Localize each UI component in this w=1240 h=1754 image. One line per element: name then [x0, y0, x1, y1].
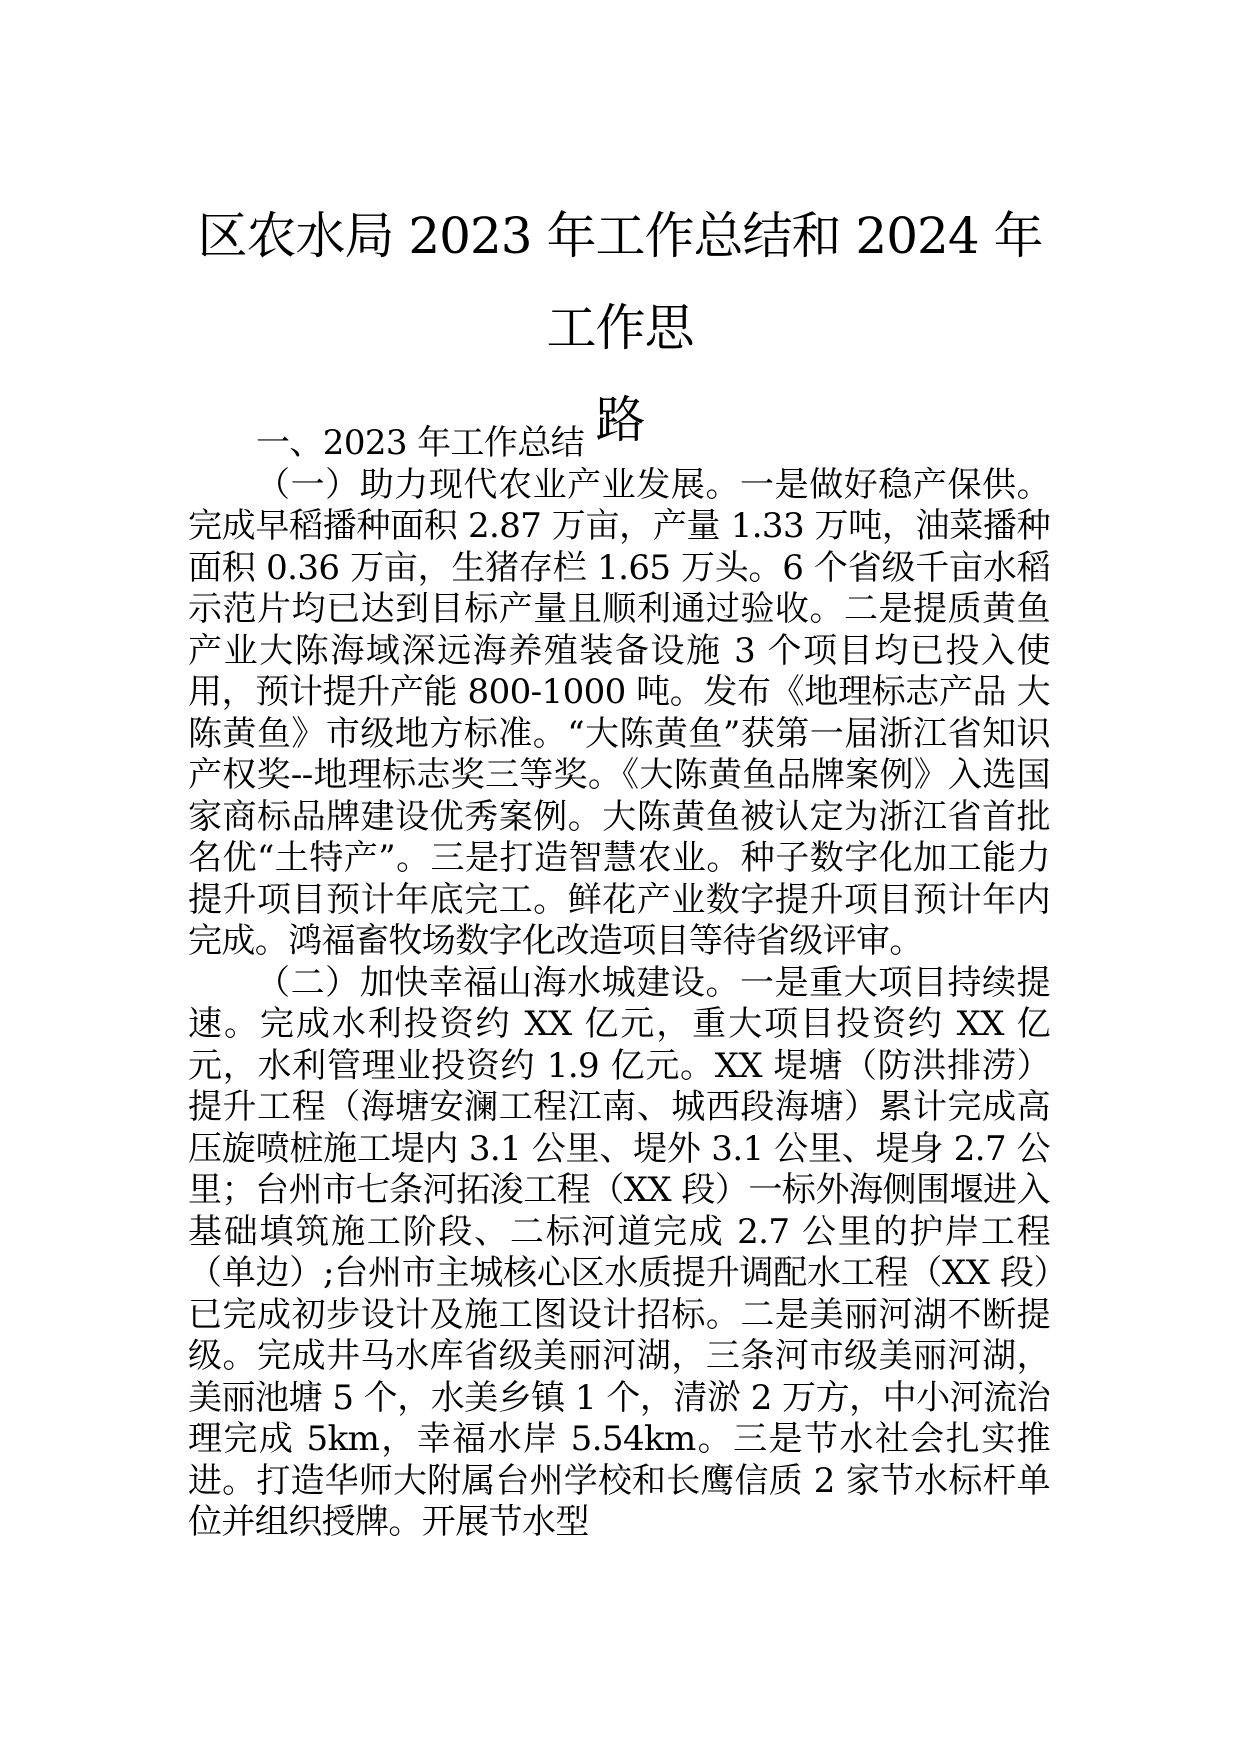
paragraph-agriculture: （一）助力现代农业产业发展。一是做好稳产保供。完成早稻播种面积 2.87 万亩，产量 1.33 万吨，油菜播种面积 0.36 万亩，生猪存栏 1.65 万头。6 个省级千亩水稻示范片均已达到目标产量且顺利通过验收。二是提质黄鱼产业大陈海域深远海养殖装备设施 3 个项目均已投入使用，预计提升产能 800-1000 吨。发布《地理标志产品 大陈黄鱼》市级地方标准。“大陈黄鱼”获第一届浙江省知识产权奖--地理标志奖三等奖。《大陈黄鱼品牌案例》入选国家商标品牌建设优秀案例。大陈黄鱼被认定为浙江省首批名优“土特产”。三是打造智慧农业。种子数字化加工能力提升项目预计年底完工。鲜花产业数字提升项目预计年内完成。鸿福畜牧场数字化改造项目等待省级评审。: [188, 464, 1050, 961]
section-heading: 一、2023 年工作总结: [256, 423, 585, 463]
title-line-2: 路: [595, 391, 645, 449]
paragraph-water-city: （二）加快幸福山海水城建设。一是重大项目持续提速。完成水利投资约 XX 亿元，重大项目投资约 XX 亿元，水利管理业投资约 1.9 亿元。XX 堤塘（防洪排涝）提升工程（海塘安澜工程江南、城西段海塘）累计完成高压旋喷桩施工堤内 3.1 公里、堤外 3.1 公里、堤身 2.7 公里；台州市七条河拓浚工程（XX 段）一标外海侧围堰进入基础填筑施工阶段、二标河道完成 2.7 公里的护岸工程（单边）;台州市主城核心区水质提升调配水工程（XX 段）已完成初步设计及施工图设计招标。二是美丽河湖不断提级。完成井马水库省级美丽河湖，三条河市级美丽河湖，美丽池塘 5 个，水美乡镇 1 个，清淤 2 万方，中小河流治理完成 5km，幸福水岸 5.54km。三是节水社会扎实推进。打造华师大附属台州学校和长鹰信质 2 家节水标杆单位并组织授牌。开展节水型: [188, 962, 1050, 1542]
document-body: [188, 423, 1050, 1544]
title-line-1: 区农水局 2023 年工作总结和 2024 年工作思: [197, 207, 1043, 357]
